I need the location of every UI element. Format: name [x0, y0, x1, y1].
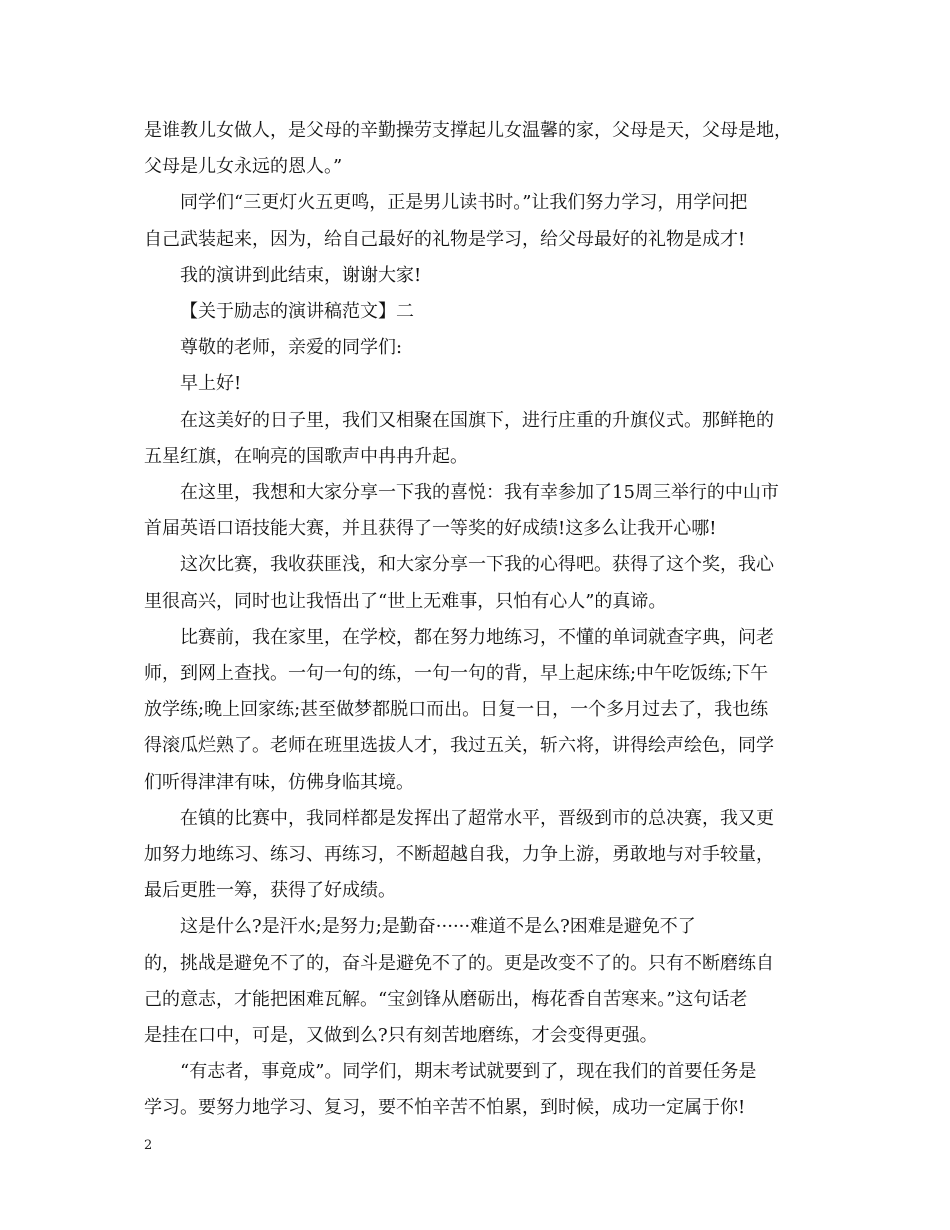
salutation: 尊敬的老师，亲爱的同学们:: [180, 337, 403, 359]
section-heading: 【关于励志的演讲稿范文】二: [180, 301, 414, 323]
text-line: 的，挑战是避免不了的，奋斗是避免不了的。更是改变不了的。只有不断磨练自: [144, 952, 774, 974]
text-line: 在这美好的日子里，我们又相聚在国旗下，进行庄重的升旗仪式。那鲜艳的: [180, 409, 774, 431]
text-line: “有志者，事竟成”。同学们，期末考试就要到了，现在我们的首要任务是: [180, 1061, 757, 1083]
document-body: [144, 113, 816, 1127]
text-line: 得滚瓜烂熟了。老师在班里选拔人才，我过五关，斩六将，讲得绘声绘色，同学: [144, 735, 774, 757]
text-line: 己的意志，才能把困难瓦解。“宝剑锋从磨砺出，梅花香自苦寒来。”这句话老: [144, 988, 748, 1010]
text-line: 最后更胜一筹，获得了好成绩。: [144, 880, 396, 902]
text-line: 这次比赛，我收获匪浅，和大家分享一下我的心得吧。获得了这个奖，我心: [180, 554, 774, 576]
text-line: 师，到网上查找。一句一句的练，一句一句的背，早上起床练;中午吃饭练;下午: [144, 663, 769, 685]
text-line: 是挂在口中，可是，又做到么?只有刻苦地磨练，才会变得更强。: [144, 1025, 658, 1047]
text-line: 五星红旗，在响亮的国歌声中冉冉升起。: [144, 445, 468, 467]
text-line: 比赛前，我在家里，在学校，都在努力地练习，不懂的单词就查字典，问老: [180, 626, 774, 648]
text-line: 学习。要努力地学习、复习，要不怕辛苦不怕累，到时候，成功一定属于你!: [144, 1097, 746, 1119]
text-line: 自己武装起来，因为，给自己最好的礼物是学习，给父母最好的礼物是成才!: [144, 228, 746, 250]
text-line: 加努力地练习、练习、再练习，不断超越自我，力争上游，勇敢地与对手较量，: [144, 844, 774, 866]
text-line: 们听得津津有味，仿佛身临其境。: [144, 771, 414, 793]
text-line: 父母是儿女永远的恩人。”: [144, 156, 343, 178]
text-line: 在这里，我想和大家分享一下我的喜悦：我有幸参加了15周三举行的中山市: [180, 482, 779, 504]
page-number: 2: [144, 1138, 153, 1153]
greeting: 早上好!: [180, 373, 242, 395]
text-line: 同学们“三更灯火五更鸣，正是男儿读书时。”让我们努力学习，用学问把: [180, 192, 748, 214]
text-line: 这是什么?是汗水;是努力;是勤奋······难道不是么?困难是避免不了: [180, 916, 696, 938]
text-line: 是谁教儿女做人，是父母的辛勤操劳支撑起儿女温馨的家，父母是天，父母是地，: [144, 120, 792, 141]
text-line: 首届英语口语技能大赛，并且获得了一等奖的好成绩!这多么让我开心哪!: [144, 518, 717, 540]
text-line: 在镇的比赛中，我同样都是发挥出了超常水平，晋级到市的总决赛，我又更: [180, 807, 774, 829]
text-line: 放学练;晚上回家练;甚至做梦都脱口而出。日复一日，一个多月过去了，我也练: [144, 699, 769, 721]
text-line: 里很高兴，同时也让我悟出了“世上无难事，只怕有心人”的真谛。: [144, 590, 667, 612]
text-line: 我的演讲到此结束，谢谢大家!: [180, 264, 422, 286]
